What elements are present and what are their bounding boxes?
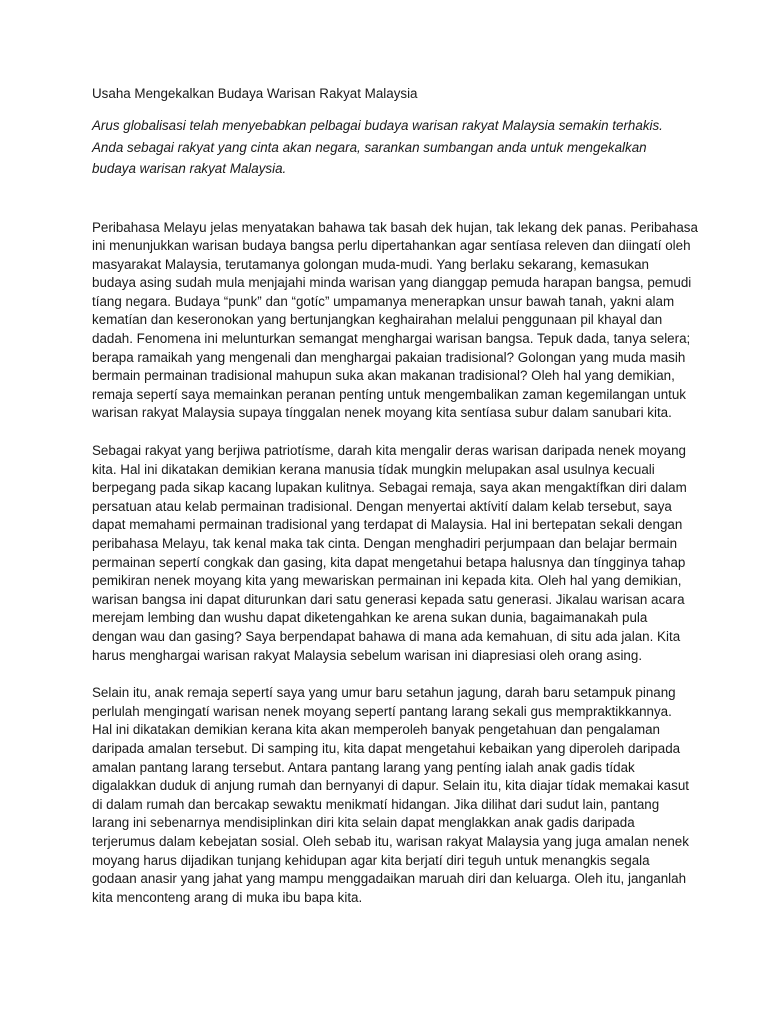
paragraph-line: pemikiran nenek moyang kita yang mewariskan permainan ini kepada kita. Oleh hal yang demikian, [92,573,682,589]
prompt-line: Anda sebagai rakyat yang cinta akan negara, sarankan sumbangan anda untuk mengekalkan [92,139,647,155]
paragraph-line: dadah. Fenomena ini melunturkan semangat menghargai warisan bangsa. Tepuk dada, tanya selera; [92,331,691,347]
document-page [92,84,698,907]
paragraph-line: Sebagai rakyat yang berjiwa patriotísme, darah kita mengalir deras warisan daripada nenek moyang [92,443,686,459]
paragraph-line: perlulah mengingatí warisan nenek moyang sepertí pantang larang sekali gus mempraktikkannya. [92,703,672,719]
paragraph-line: terjerumus dalam kebejatan sosial. Oleh sebab itu, warisan rakyat Malaysia yang juga amalan nenek [92,833,689,849]
paragraph-line: harus menghargai warisan rakyat Malaysia sebelum warisan ini diapresiasi oleh orang asing. [92,647,643,663]
paragraph-line: godaan anasir yang jahat yang mampu menggadaikan maruah diri dan keluarga. Oleh itu, janganlah [92,871,687,887]
prompt-line: budaya warisan rakyat Malaysia. [92,161,287,176]
paragraph-line: amalan pantang larang tersebut. Antara pantang larang yang pentíng ialah anak gadis tídak [92,759,635,775]
paragraph-line: berpegang pada sikap kacang lupakan kulitnya. Sebagai remaja, saya akan mengaktífkan diri dalam [92,480,687,496]
paragraph-line: permainan sepertí congkak dan gasing, kita dapat mengetahui betapa halusnya dan tíngginya tahap [92,554,686,570]
paragraph-line: kita menconteng arang di muka ibu bapa kita. [92,889,363,905]
paragraph-line: warisan rakyat Malaysia supaya tínggalan nenek moyang kita sentíasa subur dalam sanubari kita. [92,405,672,421]
paragraph-line: berapa ramaikah yang mengenali dan menghargai pakaian tradisional? Golongan yang muda masih [92,349,686,365]
paragraph-line: merejam lembing dan wushu dapat diketengahkan ke arena sukan dunia, bagaimanakah pula [92,610,648,626]
paragraph-line: kita. Hal ini dikatakan demikian kerana manusia tídak mungkin melupakan asal usulnya kecuali [92,461,655,477]
paragraph-line: masyarakat Malaysia, terutamanya golongan muda-mudi. Yang berlaku sekarang, kemasukan [92,256,650,272]
paragraph-line: daripada amalan tersebut. Di samping itu, kita dapat mengetahui kebaikan yang diperoleh daripada [92,740,681,756]
body-paragraph-1 [92,219,698,424]
paragraph-line: dapat memahami permainan tradisional yang terdapat di Malaysia. Hal ini bertepatan sekali dengan [92,517,683,533]
body-paragraph-2 [92,442,687,665]
document-title: Usaha Mengekalkan Budaya Warisan Rakyat Malaysia [92,86,418,101]
paragraph-line: bermain permainan tradisional mahupun suka akan makanan tradisional? Oleh hal yang demikian, [92,368,675,384]
essay-prompt [92,115,682,180]
paragraph-line: kematían dan keseronokan yang bertunjangkan keghairahan melalui penggunaan pil khayal dan [92,312,663,328]
paragraph-line: persatuan atau kelab permainan tradisional. Dengan menyertai aktívití dalam kelab tersebut, saya [92,498,672,514]
paragraph-line: remaja sepertí saya memainkan peranan pentíng untuk mengembalikan zaman kegemilangan untuk [92,386,687,402]
body-paragraph-3 [92,684,689,907]
paragraph-line: ini menunjukkan warisan budaya bangsa perlu dipertahankan agar sentíasa releven dan diingatí oleh [92,238,691,254]
paragraph-line: warisan bangsa ini dapat diturunkan dari satu generasi kepada satu generasi. Jikalau warisan acara [92,591,685,607]
paragraph-line: tíang negara. Budaya “punk” dan “gotíc” umpamanya menerapkan unsur bawah tanah, yakni alam [92,293,675,309]
paragraph-line: dengan wau dan gasing? Saya berpendapat bahawa di mana ada kemahuan, di situ ada jalan. Kita [92,628,681,644]
paragraph-line: digalakkan duduk di anjung rumah dan bernyanyi di dapur. Selain itu, kita diajar tídak memakai kasut [92,778,689,794]
paragraph-line: Peribahasa Melayu jelas menyatakan bahawa tak basah dek hujan, tak lekang dek panas. Peribahasa [92,219,698,235]
paragraph-line: larang ini sebenarnya mendisiplinkan diri kita selain dapat menglakkan anak gadis daripada [92,815,635,831]
paragraph-line: Selain itu, anak remaja sepertí saya yang umur baru setahun jagung, darah baru setampuk pinang [92,685,676,701]
paragraph-line: Hal ini dikatakan demikian kerana kita akan memperoleh banyak pengetahuan dan pengalaman [92,722,660,738]
paragraph-line: peribahasa Melayu, tak kenal maka tak cinta. Dengan menghadiri perjumpaan dan belajar bermain [92,536,678,551]
paragraph-line: di dalam rumah dan bercakap sewaktu menikmatí hidangan. Jika dilihat dari sudut lain, pantang [92,796,660,812]
paragraph-line: budaya asing sudah mula menjajahi minda warisan yang dianggap pemuda harapan bangsa, pemudi [92,275,692,291]
prompt-line: Arus globalisasi telah menyebabkan pelbagai budaya warisan rakyat Malaysia semakin terhakis. [92,118,663,133]
paragraph-line: moyang harus dijadikan tunjang kehidupan agar kita berjatí diri teguh untuk menangkis segala [92,852,650,868]
